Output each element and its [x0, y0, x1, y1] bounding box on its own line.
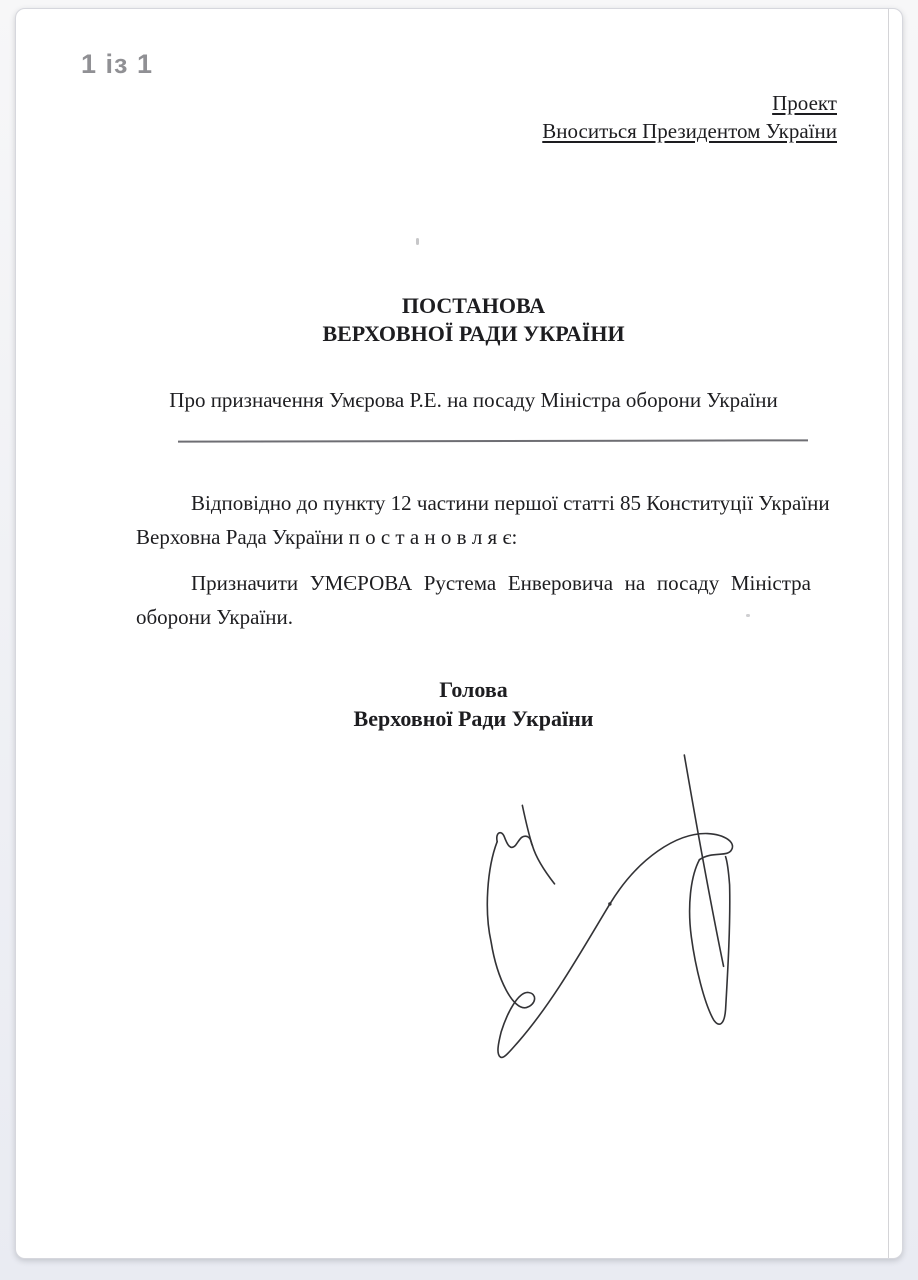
paragraph-1-line-1: Відповідно до пункту 12 частини першої статті 85 Конституції України [191, 491, 830, 515]
signatory-title: Голова [439, 677, 508, 702]
paragraph-2-line-2: оборони України. [136, 605, 294, 629]
paragraph-2-line-1: Призначити УМЄРОВА Рустема Енверовича на посаду Міністра [191, 571, 811, 595]
paragraph-1-line-2: Верховна Рада України п о с т а н о в л я є: [136, 525, 518, 549]
body-paragraph-2 [136, 566, 811, 634]
title-line-2: ВЕРХОВНОЇ РАДИ УКРАЇНИ [322, 321, 625, 346]
document-subject: Про призначення Умєрова Р.Е. на посаду Міністра оборони України [169, 388, 778, 412]
document-title [136, 292, 811, 348]
body-paragraph-1 [136, 486, 830, 554]
signatory-institution: Верховної Ради України [353, 706, 594, 731]
scan-edge-line [888, 9, 889, 1258]
page-counter: 1 із 1 [81, 49, 153, 79]
header-line-submitted-by: Вноситься Президентом України [542, 119, 837, 143]
title-line-1: ПОСТАНОВА [401, 293, 546, 318]
signatory-block [136, 675, 811, 733]
document-page [15, 8, 903, 1259]
handwritten-signature-icon [476, 745, 786, 1077]
header-line-project: Проект [772, 91, 837, 115]
subject-underline-rule [178, 439, 808, 442]
